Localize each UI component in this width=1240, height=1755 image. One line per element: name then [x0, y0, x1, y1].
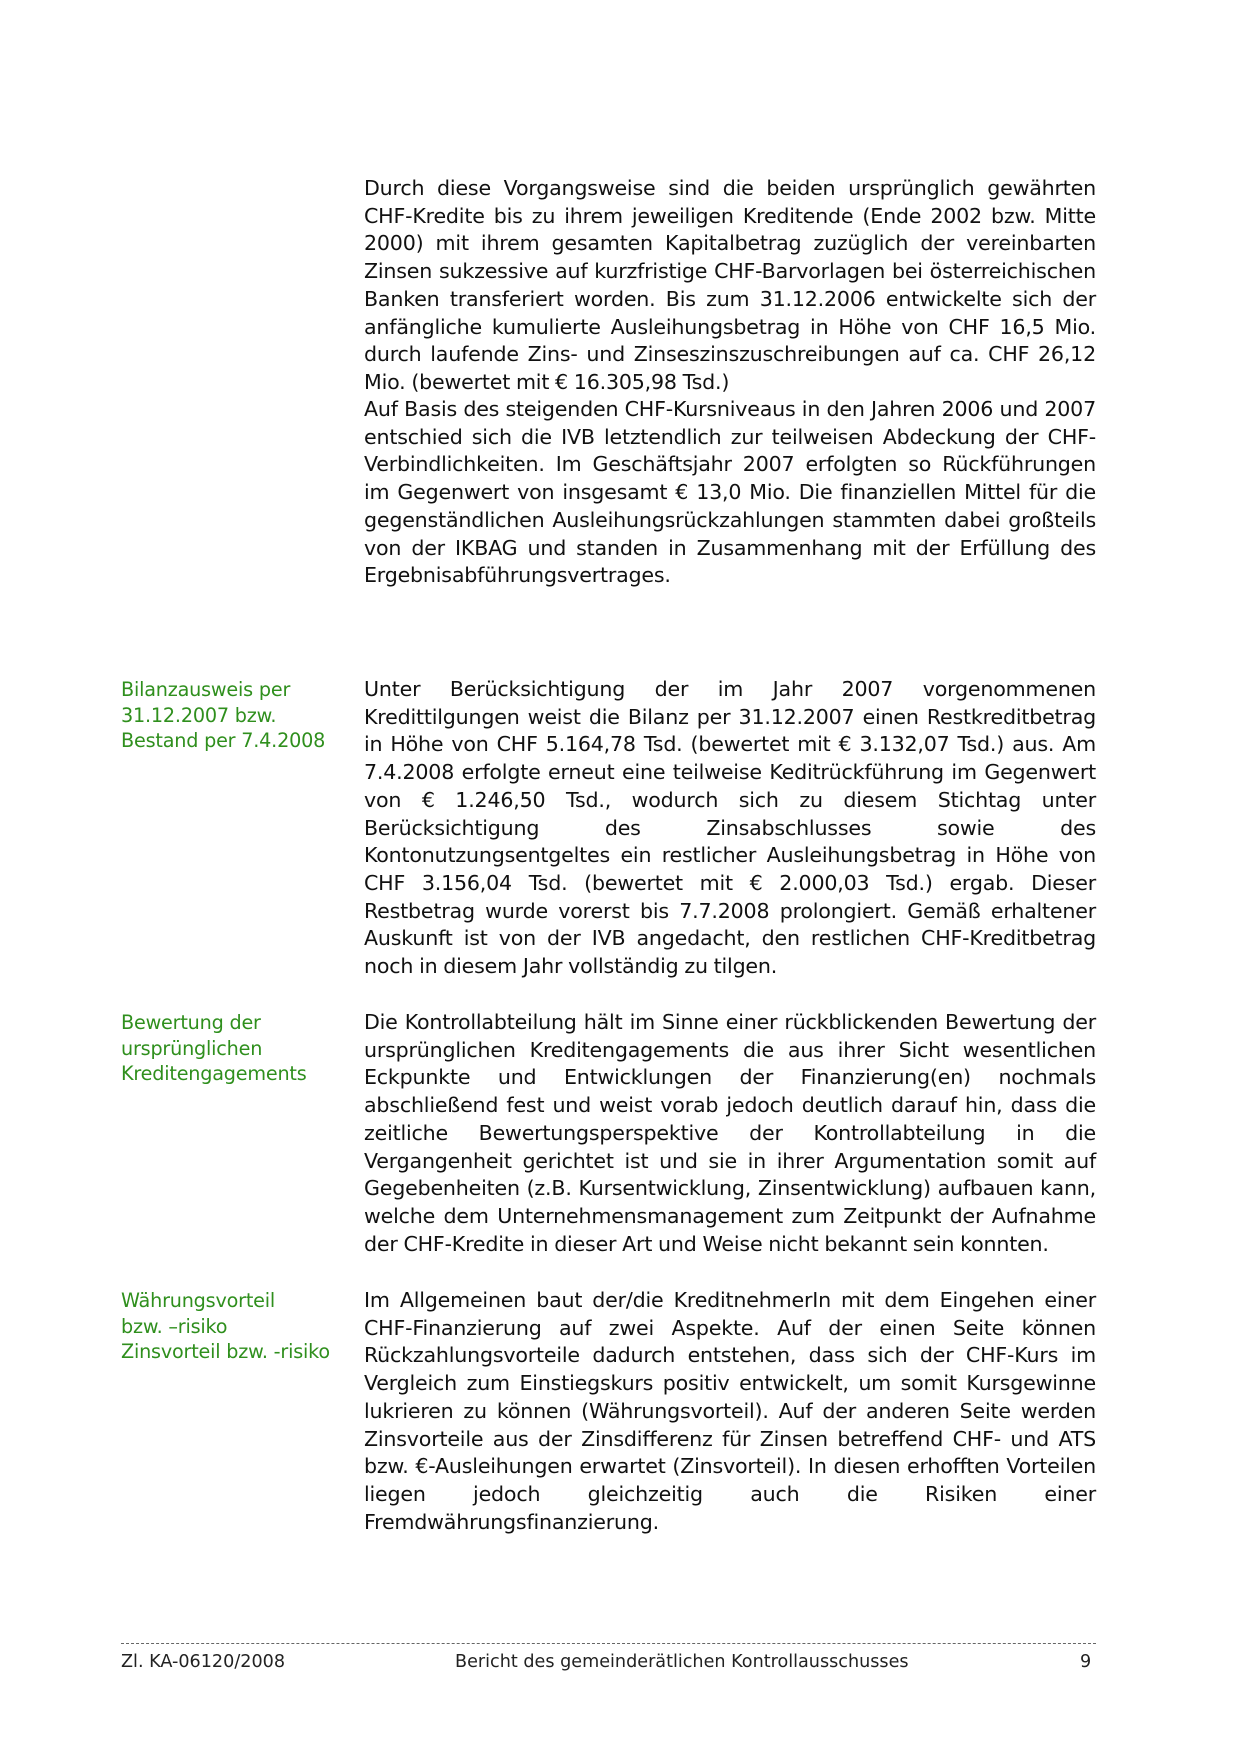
side-note-line: Bestand per 7.4.2008	[121, 729, 326, 753]
side-note-line: Zinsvorteil bzw. -risiko	[121, 1340, 330, 1364]
paragraph-partial-repayment: Auf Basis des steigenden CHF-Kursniveaus in den Jahren 2006 und 2007 entschied sich die IVB letztendlich zur teilweisen Abdeckung der CHF-Verbindlichkeiten. Im Geschäftsjahr 2007 erfolgten so Rückführungen im Gegenwert von insgesamt € 13,0 Mio. Die finanziellen Mittel für die gegenständlichen Ausleihungsrückzahlungen stammten dabei großteils von der IKBAG und standen in Zusammenhang mit der Erfüllung des Ergebnisabführungsvertrages.	[364, 397, 1096, 588]
footer-reference: Zl. KA-06120/2008	[121, 1652, 286, 1672]
side-note-line: Bewertung der	[121, 1011, 261, 1034]
footer-page-number: 9	[1080, 1652, 1092, 1672]
side-note-evaluation	[121, 1010, 331, 1087]
side-note-line: Kreditengagements	[121, 1062, 307, 1086]
side-note-balance	[121, 677, 331, 754]
side-note-line: bzw. –risiko	[121, 1314, 228, 1338]
paragraph-balance-sheet: Unter Berücksichtigung der im Jahr 2007 vorgenommenen Kredittilgungen weist die Bilanz per 31.12.2007 einen Restkreditbetrag in Höhe von CHF 5.164,78 Tsd. (bewertet mit € 3.132,07 Tsd.) aus. Am 7.4.2008 erfolgte erneut eine teilweise Keditrückführung im Gegenwert von € 1.246,50 Tsd., wodurch sich zu diesem Stichtag unter Berücksichtigung des Zinsabschlusses sowie des Kontonutzungsentgeltes ein restlicher Ausleihungsbetrag in Höhe von CHF 3.156,04 Tsd. (bewertet mit € 2.000,03 Tsd.) ergab. Dieser Restbetrag wurde vorerst bis 7.7.2008 prolongiert. Gemäß erhaltener Auskunft ist von der IVB angedacht, den restlichen CHF-Kreditbetrag noch in diesem Jahr vollständig zu tilgen.	[364, 677, 1096, 979]
footer-title: Bericht des gemeinderätlichen Kontrollausschusses	[455, 1652, 909, 1672]
side-note-line: 31.12.2007 bzw.	[121, 703, 277, 727]
footer-divider	[121, 1643, 1096, 1644]
paragraph-chf-credit-transfer: Durch diese Vorgangsweise sind die beiden ursprünglich gewährten CHF-Kredite bis zu ihrem jeweiligen Kreditende (Ende 2002 bzw. Mitte 2000) mit ihrem gesamten Kapitalbetrag zuzüglich der vereinbarten Zinsen sukzessive auf kurzfristige CHF-Barvorlagen bei österreichischen Banken transferiert worden. Bis zum 31.12.2006 entwickelte sich der anfängliche kumulierte Ausleihungsbetrag in Höhe von CHF 16,5 Mio. durch laufende Zins- und Zinseszinszuschreibungen auf ca. CHF 26,12 Mio. (bewertet mit € 16.305,98 Tsd.)	[364, 176, 1096, 394]
side-note-line: Bilanzausweis per	[121, 678, 291, 701]
side-note-line: Währungsvorteil	[121, 1289, 276, 1312]
side-note-line: ursprünglichen	[121, 1036, 263, 1060]
paragraph-currency-interest: Im Allgemeinen baut der/die KreditnehmerIn mit dem Eingehen einer CHF-Finanzierung auf zwei Aspekte. Auf der einen Seite können Rückzahlungsvorteile dadurch entstehen, dass sich der CHF-Kurs im Vergleich zum Einstiegskurs positiv entwickelt, um somit Kursgewinne lukrieren zu können (Währungsvorteil). Auf der anderen Seite werden Zinsvorteile aus der Zinsdifferenz für Zinsen betreffend CHF- und ATS bzw. €-Ausleihungen erwartet (Zinsvorteil). In diesen erhofften Vorteilen liegen jedoch gleichzeitig auch die Risiken einer Fremdwährungsfinanzierung.	[364, 1288, 1096, 1534]
paragraph-evaluation: Die Kontrollabteilung hält im Sinne einer rückblickenden Bewertung der ursprünglichen Kreditengagements die aus ihrer Sicht wesentlichen Eckpunkte und Entwicklungen der Finanzierung(en) nochmals abschließend fest und weist vorab jedoch deutlich darauf hin, dass die zeitliche Bewertungsperspektive der Kontrollabteilung in die Vergangenheit gerichtet ist und sie in ihrer Argumentation somit auf Gegebenheiten (z.B. Kursentwicklung, Zinsentwicklung) aufbauen kann, welche dem Unternehmensmanagement zum Zeitpunkt der Aufnahme der CHF-Kredite in dieser Art und Weise nicht bekannt sein konnten.	[364, 1010, 1096, 1256]
side-note-currency-risk	[121, 1288, 331, 1365]
